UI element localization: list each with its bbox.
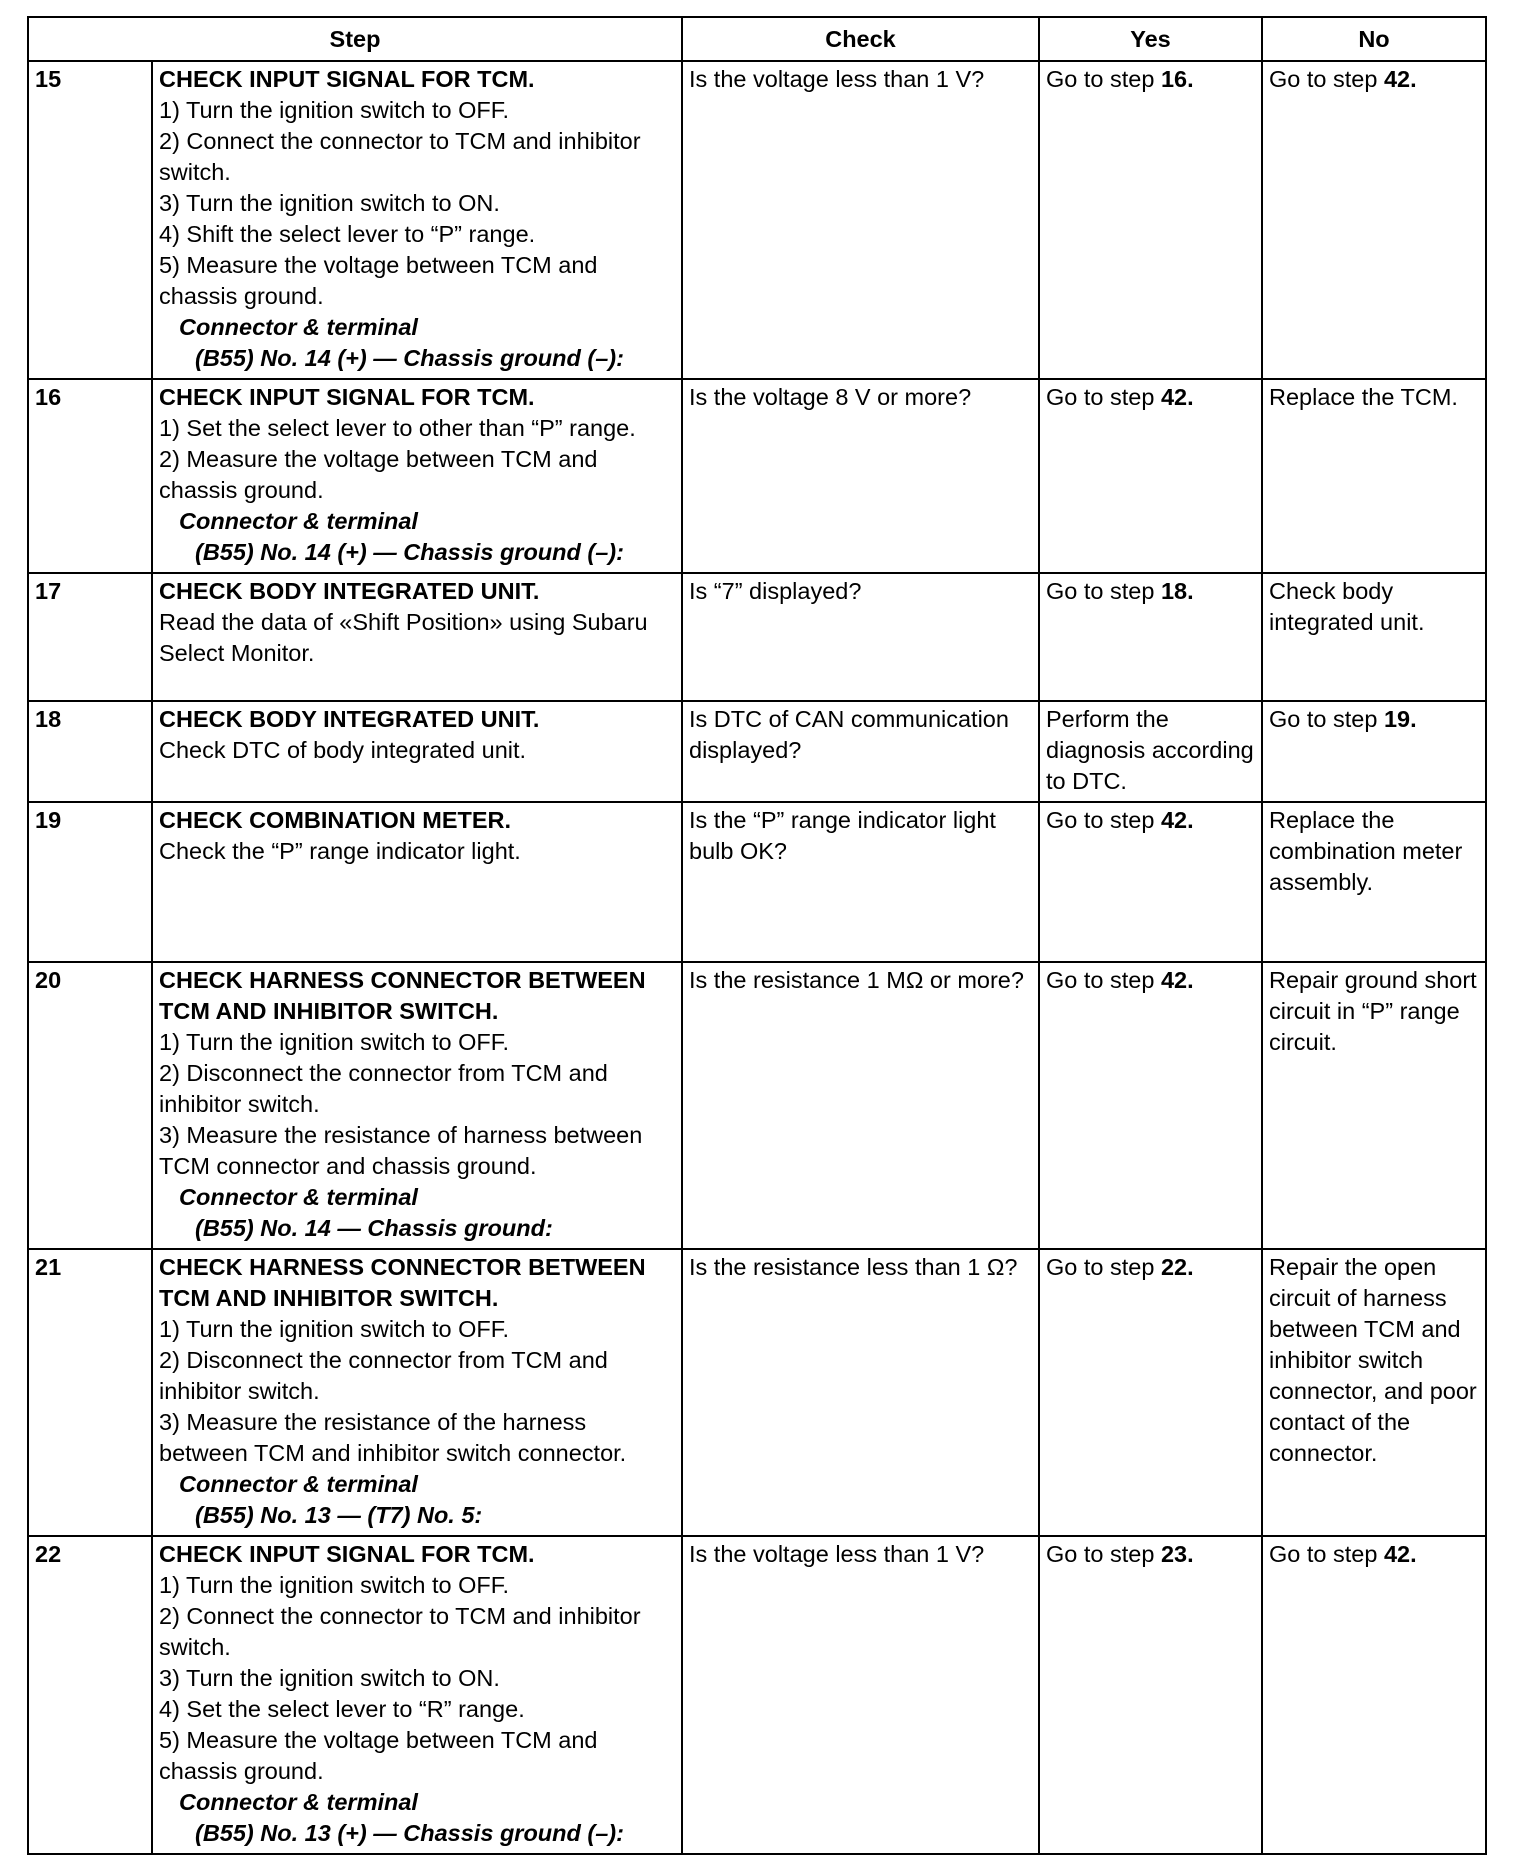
yes-step-ref: 42.	[1160, 967, 1194, 993]
step-instruction: 1) Turn the ignition switch to OFF.	[159, 1572, 510, 1598]
no-text: Check body integrated unit.	[1269, 578, 1425, 635]
step-title: CHECK BODY INTEGRATED UNIT.	[159, 578, 540, 604]
step-cell	[152, 61, 682, 379]
check-cell	[682, 61, 1039, 379]
step-number: 16	[28, 379, 152, 573]
yes-step-ref: 23.	[1160, 1541, 1194, 1567]
no-text: Go to step	[1269, 66, 1384, 92]
step-instruction: 1) Turn the ignition switch to OFF.	[159, 97, 510, 123]
step-cell	[152, 701, 682, 802]
yes-cell	[1039, 1536, 1262, 1854]
no-cell	[1262, 1249, 1486, 1536]
step-title: CHECK HARNESS CONNECTOR BETWEEN TCM AND INHIBITOR SWITCH.	[159, 1254, 646, 1311]
check-cell	[682, 379, 1039, 573]
yes-text: Go to step	[1046, 967, 1161, 993]
connector-title: Connector & terminal	[179, 1184, 418, 1210]
check-cell	[682, 962, 1039, 1249]
step-instruction: 2) Connect the connector to TCM and inhibitor switch.	[159, 1603, 641, 1660]
connector-title: Connector & terminal	[179, 1471, 418, 1497]
header-step: Step	[28, 17, 682, 61]
step-cell	[152, 573, 682, 701]
no-step-ref: 42.	[1383, 1541, 1417, 1567]
step-instruction: Check DTC of body integrated unit.	[159, 737, 527, 763]
no-step-ref: 42.	[1383, 66, 1417, 92]
step-instruction: 2) Connect the connector to TCM and inhibitor switch.	[159, 128, 641, 185]
connector-value: (B55) No. 14 — Chassis ground:	[195, 1215, 553, 1241]
step-instruction: 5) Measure the voltage between TCM and chassis ground.	[159, 1727, 598, 1784]
connector-value: (B55) No. 13 — (T7) No. 5:	[195, 1502, 483, 1528]
step-number: 17	[28, 573, 152, 701]
no-cell	[1262, 701, 1486, 802]
connector-value: (B55) No. 13 (+) — Chassis ground (–):	[195, 1820, 624, 1846]
check-text: Is the voltage less than 1 V?	[689, 66, 985, 92]
step-instruction: 3) Turn the ignition switch to ON.	[159, 1665, 500, 1691]
step-cell	[152, 379, 682, 573]
step-cell	[152, 1249, 682, 1536]
step-instruction: Read the data of «Shift Position» using Subaru Select Monitor.	[159, 609, 648, 666]
table-row	[28, 61, 1486, 379]
check-text: Is the resistance less than 1 Ω?	[689, 1254, 1018, 1280]
step-instruction: 1) Set the select lever to other than “P” range.	[159, 415, 636, 441]
connector-value: (B55) No. 14 (+) — Chassis ground (–):	[195, 539, 624, 565]
connector-title: Connector & terminal	[179, 508, 418, 534]
no-text: Go to step	[1269, 706, 1384, 732]
table-row	[28, 1249, 1486, 1536]
step-instruction: Check the “P” range indicator light.	[159, 838, 521, 864]
no-cell	[1262, 962, 1486, 1249]
step-title: CHECK INPUT SIGNAL FOR TCM.	[159, 66, 535, 92]
check-text: Is “7” displayed?	[689, 578, 862, 604]
step-instruction: 4) Shift the select lever to “P” range.	[159, 221, 536, 247]
header-no: No	[1262, 17, 1486, 61]
no-cell	[1262, 802, 1486, 962]
check-cell	[682, 701, 1039, 802]
table-row	[28, 1536, 1486, 1854]
step-instruction: 5) Measure the voltage between TCM and chassis ground.	[159, 252, 598, 309]
step-instruction: 4) Set the select lever to “R” range.	[159, 1696, 525, 1722]
no-cell	[1262, 61, 1486, 379]
check-cell	[682, 1249, 1039, 1536]
check-text: Is the “P” range indicator light bulb OK?	[689, 807, 996, 864]
step-instruction: 3) Measure the resistance of the harness between TCM and inhibitor switch connector.	[159, 1409, 627, 1466]
no-text: Repair the open circuit of harness between TCM and inhibitor switch connector, and poor contact of the connector.	[1269, 1254, 1477, 1466]
step-instruction: 3) Turn the ignition switch to ON.	[159, 190, 500, 216]
yes-text: Go to step	[1046, 807, 1161, 833]
yes-cell	[1039, 573, 1262, 701]
step-cell	[152, 962, 682, 1249]
step-instruction: 2) Disconnect the connector from TCM and inhibitor switch.	[159, 1060, 608, 1117]
no-text: Replace the TCM.	[1269, 384, 1458, 410]
step-instruction: 2) Measure the voltage between TCM and chassis ground.	[159, 446, 598, 503]
step-number: 21	[28, 1249, 152, 1536]
no-text: Replace the combination meter assembly.	[1269, 807, 1463, 895]
header-yes: Yes	[1039, 17, 1262, 61]
yes-step-ref: 22.	[1160, 1254, 1194, 1280]
check-text: Is the voltage 8 V or more?	[689, 384, 972, 410]
no-cell	[1262, 379, 1486, 573]
yes-step-ref: 42.	[1160, 384, 1194, 410]
yes-step-ref: 42.	[1160, 807, 1194, 833]
table-row	[28, 379, 1486, 573]
yes-cell	[1039, 962, 1262, 1249]
no-text: Go to step	[1269, 1541, 1384, 1567]
check-text: Is the voltage less than 1 V?	[689, 1541, 985, 1567]
step-instruction: 3) Measure the resistance of harness between TCM connector and chassis ground.	[159, 1122, 643, 1179]
table-row	[28, 802, 1486, 962]
yes-cell	[1039, 1249, 1262, 1536]
table-row	[28, 962, 1486, 1249]
yes-cell	[1039, 802, 1262, 962]
header-row	[28, 17, 1486, 61]
check-cell	[682, 802, 1039, 962]
step-cell	[152, 802, 682, 962]
step-title: CHECK INPUT SIGNAL FOR TCM.	[159, 384, 535, 410]
table-row	[28, 573, 1486, 701]
connector-value: (B55) No. 14 (+) — Chassis ground (–):	[195, 345, 624, 371]
step-number: 19	[28, 802, 152, 962]
step-number: 22	[28, 1536, 152, 1854]
no-cell	[1262, 573, 1486, 701]
yes-text: Go to step	[1046, 1254, 1161, 1280]
yes-step-ref: 18.	[1160, 578, 1194, 604]
step-title: CHECK HARNESS CONNECTOR BETWEEN TCM AND INHIBITOR SWITCH.	[159, 967, 646, 1024]
step-cell	[152, 1536, 682, 1854]
table-row	[28, 701, 1486, 802]
check-cell	[682, 1536, 1039, 1854]
yes-text: Go to step	[1046, 66, 1161, 92]
no-cell	[1262, 1536, 1486, 1854]
diagnostic-table	[27, 16, 1487, 1855]
yes-text: Go to step	[1046, 578, 1161, 604]
step-number: 18	[28, 701, 152, 802]
yes-cell	[1039, 701, 1262, 802]
step-instruction: 2) Disconnect the connector from TCM and inhibitor switch.	[159, 1347, 608, 1404]
step-title: CHECK COMBINATION METER.	[159, 807, 512, 833]
connector-title: Connector & terminal	[179, 1789, 418, 1815]
yes-cell	[1039, 379, 1262, 573]
yes-text: Go to step	[1046, 384, 1161, 410]
no-text: Repair ground short circuit in “P” range circuit.	[1269, 967, 1477, 1055]
step-number: 20	[28, 962, 152, 1249]
yes-text: Perform the diagnosis according to DTC.	[1046, 706, 1254, 794]
check-text: Is the resistance 1 MΩ or more?	[689, 967, 1024, 993]
step-title: CHECK BODY INTEGRATED UNIT.	[159, 706, 540, 732]
step-instruction: 1) Turn the ignition switch to OFF.	[159, 1029, 510, 1055]
yes-text: Go to step	[1046, 1541, 1161, 1567]
no-step-ref: 19.	[1383, 706, 1417, 732]
step-title: CHECK INPUT SIGNAL FOR TCM.	[159, 1541, 535, 1567]
yes-cell	[1039, 61, 1262, 379]
yes-step-ref: 16.	[1160, 66, 1194, 92]
step-instruction: 1) Turn the ignition switch to OFF.	[159, 1316, 510, 1342]
check-text: Is DTC of CAN communication displayed?	[689, 706, 1009, 763]
header-check: Check	[682, 17, 1039, 61]
step-number: 15	[28, 61, 152, 379]
connector-title: Connector & terminal	[179, 314, 418, 340]
check-cell	[682, 573, 1039, 701]
